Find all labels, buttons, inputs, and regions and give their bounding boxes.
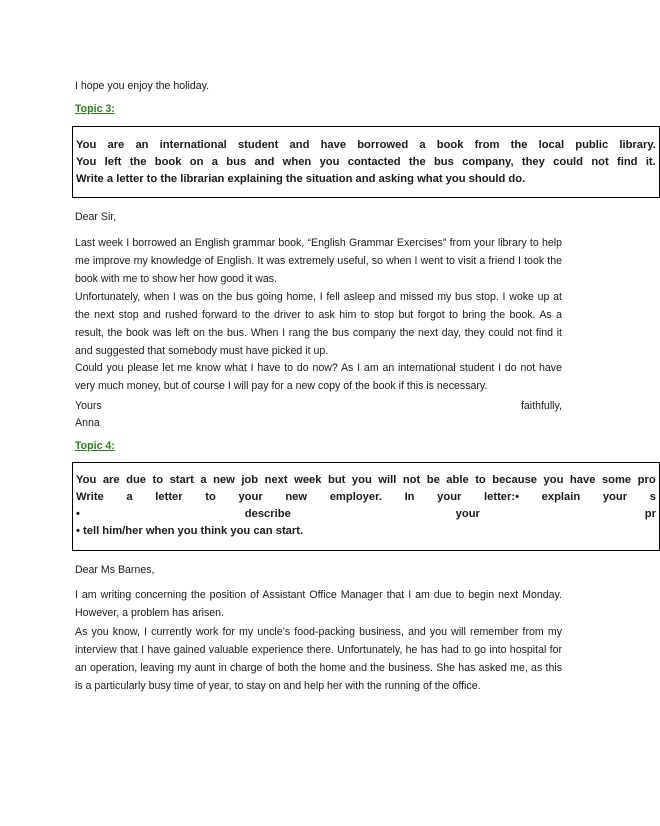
task-word: Write: [76, 491, 104, 503]
task-word: your: [238, 491, 263, 503]
topic-3-heading: Topic 3:: [75, 103, 115, 115]
task-word: on: [189, 156, 204, 168]
task-word: are: [107, 139, 125, 151]
task-word: left: [104, 156, 122, 168]
task-word: You: [76, 139, 97, 151]
topic-3-task-box: [72, 126, 660, 198]
task-word: next: [264, 474, 288, 486]
task-word: week: [294, 474, 322, 486]
task-word: a: [200, 474, 207, 486]
task-word: but: [328, 474, 346, 486]
task-word: and: [254, 156, 275, 168]
topic-4-paragraph: As you know, I currently work for my uncle’s food-packing business, and you will remember from my interview that I have gained valuable experience there. Unfortunately, he has had to go into hospital for an operation, leaving my aunt in charge of both the home and the business. She has asked me, as this is a particularly busy time of year, to stay on and help her with the running of the office.: [75, 626, 562, 692]
task-word: will: [378, 474, 397, 486]
task-word: you: [543, 474, 564, 486]
task-word: borrowed: [357, 139, 409, 151]
task-word: not: [402, 474, 421, 486]
task-word: the: [408, 156, 426, 168]
task-word: you: [319, 156, 340, 168]
task-word: a: [419, 139, 426, 151]
task-word: contacted: [347, 156, 401, 168]
topic-4-paragraph: I am writing concerning the position of Assistant Office Manager that I am due to begin next Monday. However, a problem has arisen.: [75, 589, 562, 619]
task-word: have: [320, 139, 347, 151]
task-word: international: [159, 139, 227, 151]
task-word: some: [601, 474, 632, 486]
task-word: due: [126, 474, 147, 486]
closing-left: Yours: [75, 400, 102, 412]
intro-line: I hope you enjoy the holiday.: [75, 80, 210, 92]
task-word: library.: [619, 139, 656, 151]
task-word: your: [437, 491, 462, 503]
task-word: job: [241, 474, 259, 486]
signature: Anna: [75, 417, 100, 429]
task-word: describe: [244, 508, 291, 520]
task-word: company,: [462, 156, 514, 168]
task-word: book: [154, 156, 182, 168]
task-word: you: [351, 474, 372, 486]
task-word: letter:•: [484, 491, 520, 503]
closing-right: faithfully,: [520, 400, 562, 412]
topic-3-paragraph: Could you please let me know what I have to do now? As I am an international student I do not have very much money, but of course I will pay for a new copy of the book if this is necessary.: [75, 362, 562, 392]
task-word: an: [135, 139, 149, 151]
task-line: [76, 472, 656, 489]
task-word: book: [436, 139, 464, 151]
closing-row: [75, 400, 562, 412]
topic-4-task-box: [72, 462, 660, 551]
task-word: bus: [433, 156, 454, 168]
task-word: You: [76, 474, 97, 486]
task-word: not: [591, 156, 609, 168]
task-word: could: [553, 156, 584, 168]
task-word: employer.: [329, 491, 382, 503]
task-word: s: [649, 491, 656, 503]
task-word: the: [510, 139, 528, 151]
task-line: [76, 506, 656, 523]
task-word: to: [205, 491, 216, 503]
task-word: a: [126, 491, 133, 503]
task-word: to: [152, 474, 164, 486]
task-word: explain: [541, 491, 581, 503]
task-word: find: [617, 156, 638, 168]
task-line: [76, 137, 656, 154]
task-word: pr: [644, 508, 656, 520]
task-word: bus: [226, 156, 247, 168]
topic-4-salutation: Dear Ms Barnes,: [75, 564, 155, 576]
topic-4-heading: Topic 4:: [75, 440, 115, 452]
task-word: they: [521, 156, 545, 168]
task-word: student: [237, 139, 279, 151]
task-word: able: [446, 474, 469, 486]
task-word: to: [475, 474, 486, 486]
task-word: You: [76, 156, 97, 168]
topic-3-salutation: Dear Sir,: [75, 211, 117, 223]
task-word: the: [129, 156, 147, 168]
task-word: In: [404, 491, 415, 503]
topic-3-paragraph: Unfortunately, when I was on the bus going home, I fell asleep and missed my bus stop. I woke up at the next stop and rushed forward to the driver to ask him to stop but forgot to bring the book. As a result, the book was left on the bus. When I rang the bus company the next day, they could not find it and suggested that somebody must have picked it up.: [75, 291, 562, 357]
task-word: when: [282, 156, 312, 168]
task-word: and: [289, 139, 310, 151]
task-line: • tell him/her when you think you can start.: [76, 525, 304, 537]
task-word: local: [538, 139, 565, 151]
task-line: [76, 154, 656, 171]
task-word: new: [285, 491, 308, 503]
task-word: pro: [637, 474, 656, 486]
task-word: from: [474, 139, 500, 151]
task-word: your: [602, 491, 628, 503]
task-word: new: [213, 474, 235, 486]
task-word: letter: [155, 491, 183, 503]
task-line: [76, 489, 656, 506]
task-word: a: [211, 156, 218, 168]
task-word: •: [76, 508, 80, 520]
task-line: Write a letter to the librarian explaining the situation and asking what you should do.: [76, 173, 526, 185]
task-word: be: [426, 474, 440, 486]
task-word: are: [102, 474, 120, 486]
task-word: your: [455, 508, 480, 520]
task-word: it.: [645, 156, 656, 168]
task-word: have: [569, 474, 596, 486]
task-word: public: [575, 139, 609, 151]
topic-3-paragraph: Last week I borrowed an English grammar book, “English Grammar Exercises” from your library to help me improve my knowledge of English. It was extremely useful, so when I went to visit a friend I took the book with me to show her how good it was.: [75, 237, 562, 285]
task-word: because: [492, 474, 538, 486]
task-word: start: [169, 474, 194, 486]
